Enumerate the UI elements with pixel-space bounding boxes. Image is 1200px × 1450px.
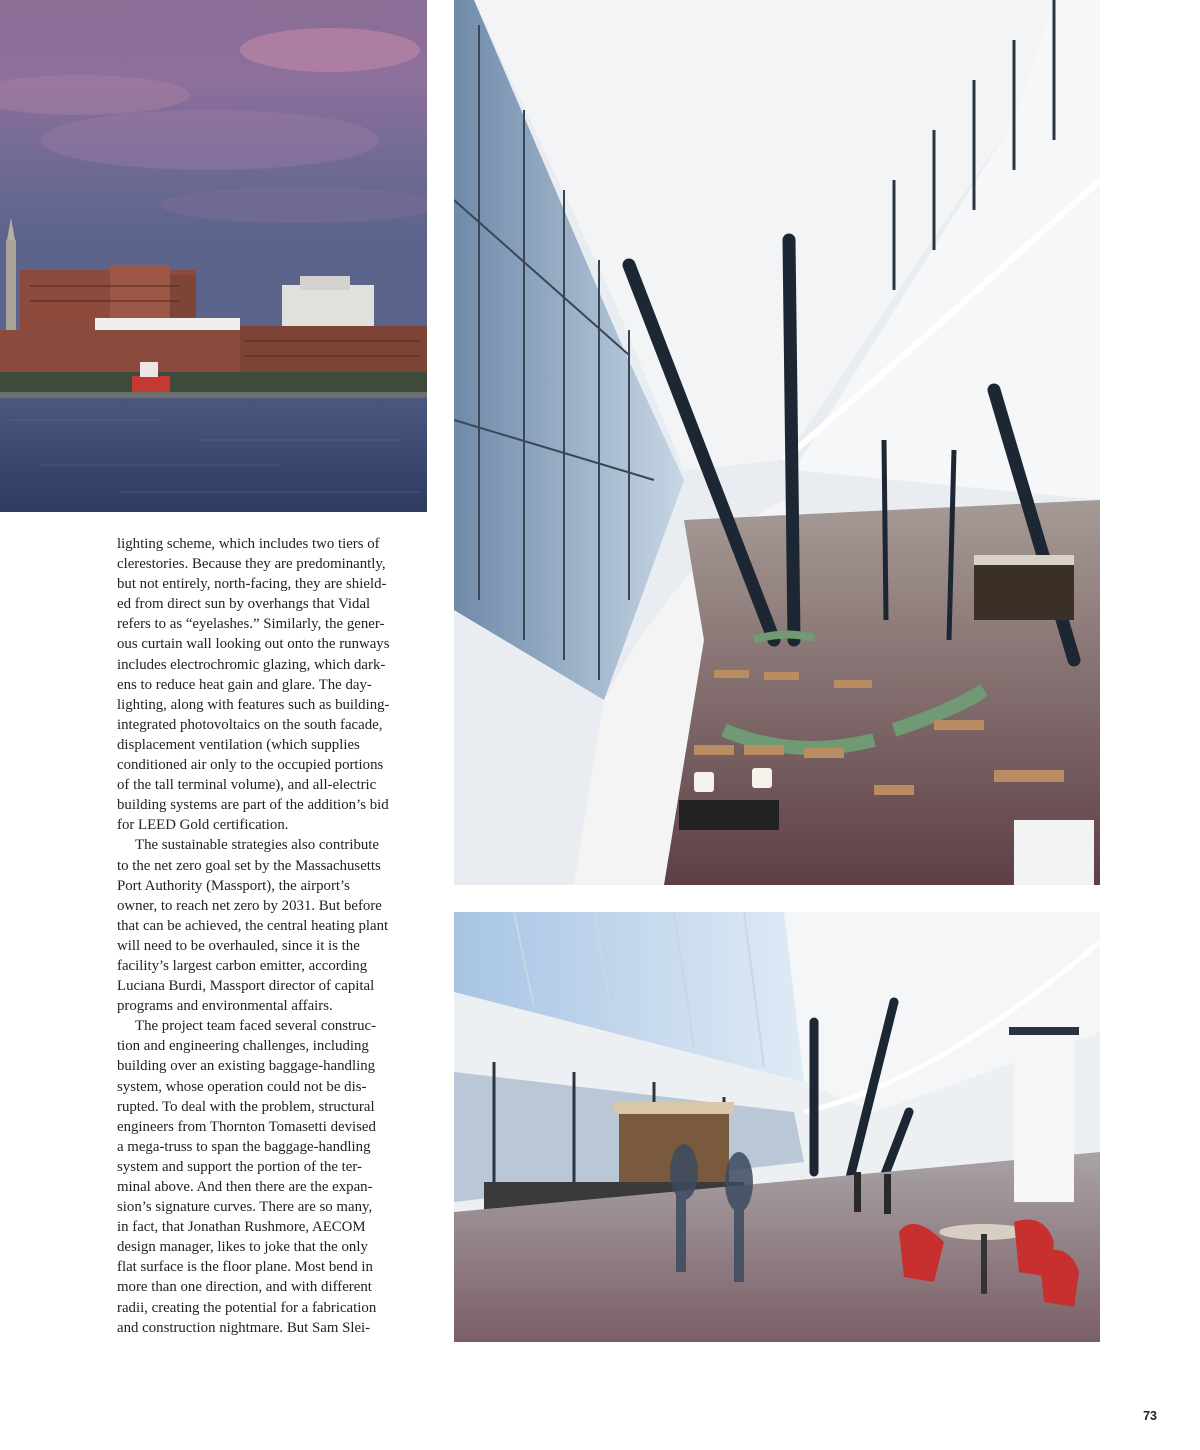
text-line: ed from direct sun by overhangs that Vidal	[117, 596, 371, 613]
text-line: engineers from Thornton Tomasetti devised	[117, 1118, 376, 1135]
text-line: displacement ventilation (which supplies	[117, 736, 360, 753]
article-paragraph	[117, 1016, 427, 1338]
terminal-concourse-interior-photo	[454, 0, 1100, 885]
text-line: tion and engineering challenges, including	[117, 1038, 369, 1055]
text-line: lighting, along with features such as building-	[117, 696, 390, 713]
text-line: that can be achieved, the central heating plant	[117, 917, 389, 934]
text-line: The sustainable strategies also contribute	[135, 837, 380, 854]
text-line: but not entirely, north-facing, they are shield-	[117, 576, 387, 593]
text-line: owner, to reach net zero by 2031. But before	[117, 897, 382, 914]
text-line: will need to be overhauled, since it is the	[117, 937, 360, 954]
text-line: rupted. To deal with the problem, structural	[117, 1098, 375, 1115]
text-line: system and support the portion of the ter-	[117, 1158, 362, 1175]
text-line: and construction nightmare. But Sam Slei-	[117, 1319, 371, 1336]
text-line: lighting scheme, which includes two tiers of	[117, 536, 380, 552]
text-line: includes electrochromic glazing, which dark-	[117, 656, 386, 673]
text-line: sion’s signature curves. There are so many,	[117, 1199, 373, 1216]
text-line: design manager, likes to joke that the only	[117, 1239, 368, 1256]
text-line: in fact, that Jonathan Rushmore, AECOM	[117, 1219, 366, 1236]
text-line: system, whose operation could not be dis-	[117, 1078, 367, 1095]
article-paragraph	[117, 835, 427, 1016]
text-line: flat surface is the floor plane. Most bend in	[117, 1259, 373, 1276]
text-line: refers to as “eyelashes.” Similarly, the gener-	[117, 616, 385, 633]
text-line: to the net zero goal set by the Massachusetts	[117, 857, 381, 874]
text-line: The project team faced several construc-	[135, 1018, 377, 1035]
text-line: of the tall terminal volume), and all-electric	[117, 777, 377, 794]
text-line: facility’s largest carbon emitter, according	[117, 957, 368, 974]
text-line: programs and environmental affairs.	[117, 998, 333, 1015]
article-body	[117, 534, 427, 1338]
text-line: Port Authority (Massport), the airport’s	[117, 877, 350, 894]
text-line: minal above. And then there are the expan-	[117, 1179, 373, 1195]
text-line: building systems are part of the addition’s bid	[117, 797, 389, 814]
article-paragraph	[117, 534, 427, 835]
harbor-skyline-photo	[0, 0, 427, 512]
text-line: more than one direction, and with different	[117, 1279, 372, 1296]
text-line: a mega-truss to span the baggage-handling	[117, 1138, 371, 1155]
text-line: ous curtain wall looking out onto the runways	[117, 636, 390, 653]
text-line: clerestories. Because they are predominantly,	[117, 556, 386, 573]
terminal-concourse-passengers-photo	[454, 912, 1100, 1342]
text-line: Luciana Burdi, Massport director of capital	[117, 978, 375, 995]
text-line: conditioned air only to the occupied portions	[117, 757, 384, 774]
text-line: integrated photovoltaics on the south facade,	[117, 716, 383, 733]
page-number: 73	[1143, 1409, 1157, 1423]
text-line: for LEED Gold certification.	[117, 817, 289, 834]
text-line: radii, creating the potential for a fabrication	[117, 1299, 377, 1316]
text-line: ens to reduce heat gain and glare. The day-	[117, 676, 372, 693]
text-line: building over an existing baggage-handling	[117, 1058, 376, 1075]
